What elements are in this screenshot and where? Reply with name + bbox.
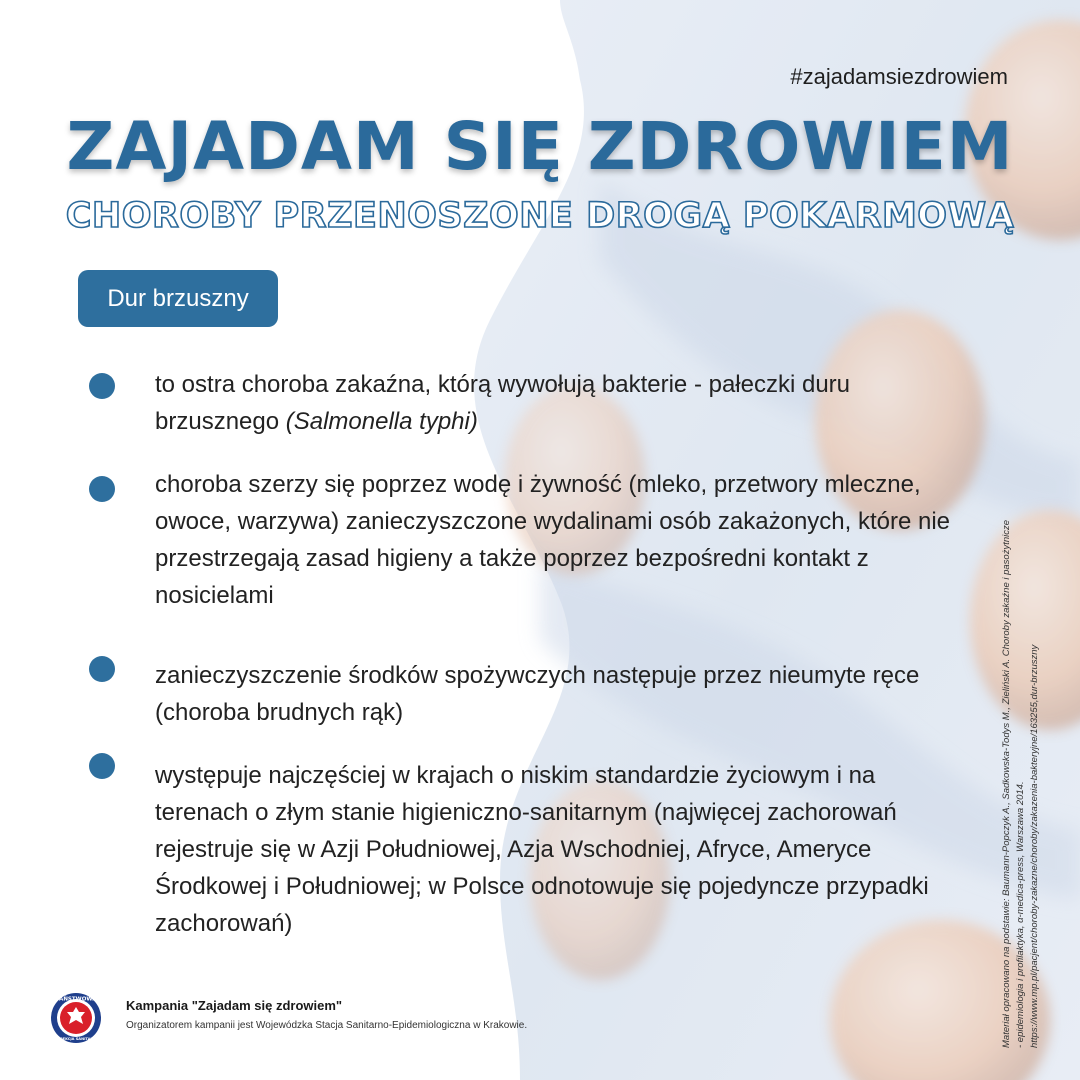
bullet-dot-icon xyxy=(89,753,115,779)
source-line-2: - epidemiologia i profilaktyka, α-medica-press, Warszawa 2014. xyxy=(1015,781,1026,1048)
sanitary-inspection-logo xyxy=(50,992,102,1044)
bullet-item-2: choroba szerzy się poprzez wodę i żywność (mleko, przetwory mleczne, owoce, warzywa) zanieczyszczone wydalinami osób zakażonych, które nie przestrzegają zasad higieny a także poprzez bezpośredni kontakt z nosicielami xyxy=(155,471,951,609)
logo-text-bottom: INSPEKCJA SANITARNA xyxy=(53,1037,99,1041)
footer-subtitle: Organizatorem kampanii jest Wojewódzka Stacja Sanitarno-Epidemiologiczna w Krakowie. xyxy=(126,1020,528,1031)
bullet-item-1-italic: (Salmonella typhi) xyxy=(285,408,478,435)
page-subtitle: CHOROBY PRZENOSZONE DROGĄ POKARMOWĄ xyxy=(65,196,1015,236)
source-citation xyxy=(1000,508,1042,1048)
logo-text-top: PAŃSTWOWA xyxy=(55,996,97,1003)
source-line-3[interactable]: https://www.mp.pl/pacjent/choroby-zakazne/choroby/zakazenia-bakteryjne/163255,dur-brzuszny xyxy=(1029,644,1040,1048)
topic-badge: Dur brzuszny xyxy=(78,270,278,327)
bullet-dot-icon xyxy=(89,476,115,502)
bullet-dot-icon xyxy=(89,656,115,682)
bullet-item-4: występuje najczęściej w krajach o niskim standardzie życiowym i na terenach o złym stanie higieniczno-sanitarnym (najwięcej zachorowań rejestruje się w Azji Południowej, Azja Wschodniej, Afryce, Ameryce Środkowej i Południowej; w Polsce odnotowuje się pojedyncze przypadki zachorowań) xyxy=(155,762,929,937)
source-line-1: Materiał opracowano na podstawie: Baumann-Popczyk A., Sadkowska-Todys M., Zieliński A. Choroby zakaźne i pasożytnicze xyxy=(1001,519,1012,1048)
bullet-dot-icon xyxy=(89,373,115,399)
bullet-item-1 xyxy=(155,366,955,440)
footer-title: Kampania "Zajadam się zdrowiem" xyxy=(126,998,343,1013)
page-title: ZAJADAM SIĘ ZDROWIEM xyxy=(66,108,1014,185)
bullet-item-1-text: to ostra choroba zakaźna, którą wywołują bakterie - pałeczki duru brzusznego xyxy=(155,371,851,435)
hashtag: #zajadamsiezdrowiem xyxy=(790,64,1008,89)
bullet-item-3: zanieczyszczenie środków spożywczych następuje przez nieumyte ręce (choroba brudnych rąk) xyxy=(155,662,920,726)
